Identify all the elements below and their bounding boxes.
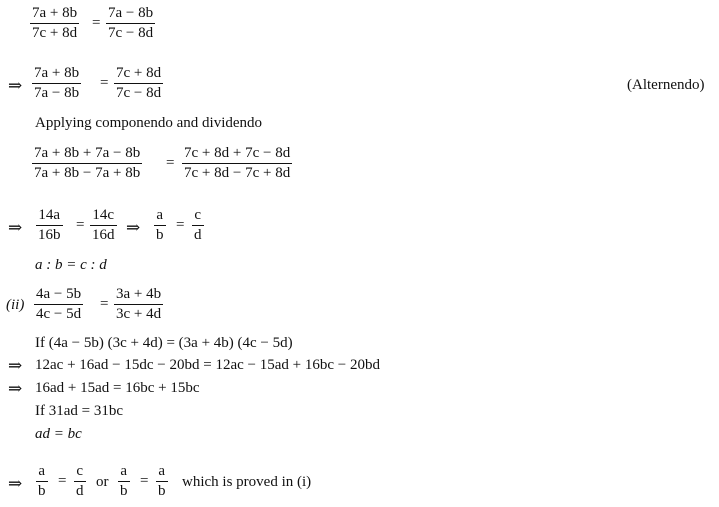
fraction-denominator: d — [76, 483, 84, 499]
step2-rhs-fraction — [114, 64, 163, 103]
implies-arrow: ⇒ — [8, 474, 23, 493]
fraction-denominator: b — [120, 483, 128, 499]
alternendo-note: (Alternendo) — [627, 77, 705, 93]
fraction-denominator: 16b — [38, 227, 61, 243]
fraction-numerator: 4a − 5b — [34, 285, 83, 305]
step4-lhs-fraction — [32, 144, 142, 183]
fraction-numerator: c — [192, 206, 204, 226]
fraction-denominator: 4c − 5d — [36, 306, 82, 322]
implies-arrow: ⇒ — [8, 379, 23, 398]
fraction-denominator: 7a − 8b — [34, 85, 80, 101]
step5-fraction-a-b — [154, 206, 166, 245]
fraction-denominator: 7c + 8d — [32, 25, 78, 41]
fraction-denominator: b — [38, 483, 46, 499]
final-fraction-a-b — [36, 462, 48, 501]
equals-sign: = — [100, 75, 109, 91]
fraction-numerator: a — [156, 462, 168, 482]
step5-fraction-14a-16b — [36, 206, 63, 245]
fraction-denominator: 7c − 8d — [116, 85, 162, 101]
fraction-denominator: b — [156, 227, 164, 243]
implies-arrow: ⇒ — [8, 356, 23, 375]
part-ii-label: (ii) — [6, 297, 25, 313]
fraction-denominator: b — [158, 483, 166, 499]
fraction-numerator: 3a + 4b — [114, 285, 163, 305]
part2-rhs-fraction — [114, 285, 163, 324]
fraction-numerator: 7a + 8b + 7a − 8b — [32, 144, 142, 164]
step2-lhs-fraction — [32, 64, 81, 103]
implies-arrow: ⇒ — [126, 218, 141, 237]
if-31ad-line: If 31ad = 31bc — [35, 403, 124, 419]
step5-fraction-14c-16d — [90, 206, 117, 245]
proved-statement: which is proved in (i) — [182, 474, 312, 490]
ad-equals-bc-line: ad = bc — [35, 426, 82, 442]
componendo-dividendo-text: Applying componendo and dividendo — [35, 115, 263, 131]
equals-sign: = — [166, 155, 175, 171]
part2-lhs-fraction — [34, 285, 83, 324]
step1-lhs-fraction — [30, 4, 79, 43]
or-word: or — [96, 474, 109, 490]
step4-rhs-fraction — [182, 144, 292, 183]
fraction-denominator: 16d — [92, 227, 115, 243]
equals-sign: = — [58, 473, 67, 489]
fraction-denominator: d — [194, 227, 202, 243]
fraction-numerator: c — [74, 462, 86, 482]
fraction-numerator: 7a + 8b — [30, 4, 79, 24]
final-fraction-a-b-2 — [118, 462, 130, 501]
fraction-denominator: 3c + 4d — [116, 306, 162, 322]
fraction-denominator: 7c − 8d — [108, 25, 154, 41]
fraction-numerator: 7a + 8b — [32, 64, 81, 84]
fraction-numerator: 14c — [90, 206, 117, 226]
equals-sign: = — [176, 217, 185, 233]
fraction-denominator: 7c + 8d − 7c + 8d — [184, 165, 291, 181]
equals-sign: = — [140, 473, 149, 489]
equals-sign: = — [76, 217, 85, 233]
fraction-numerator: 14a — [36, 206, 63, 226]
if-product-line: If (4a − 5b) (3c + 4d) = (3a + 4b) (4c − 5d) — [35, 335, 293, 351]
implies-arrow: ⇒ — [8, 218, 23, 237]
fraction-numerator: 7c + 8d + 7c − 8d — [182, 144, 292, 164]
step1-rhs-fraction — [106, 4, 155, 43]
implies-arrow: ⇒ — [8, 76, 23, 95]
final-fraction-a-b-3 — [156, 462, 168, 501]
step5-fraction-c-d — [192, 206, 204, 245]
fraction-numerator: a — [36, 462, 48, 482]
fraction-numerator: 7c + 8d — [114, 64, 163, 84]
final-fraction-c-d — [74, 462, 86, 501]
equals-sign: = — [100, 296, 109, 312]
fraction-denominator: 7a + 8b − 7a + 8b — [34, 165, 141, 181]
equals-sign: = — [92, 15, 101, 31]
collect-terms-line: 16ad + 15ad = 16bc + 15bc — [35, 380, 200, 396]
fraction-numerator: 7a − 8b — [106, 4, 155, 24]
ratio-statement: a : b = c : d — [35, 257, 107, 273]
fraction-numerator: a — [154, 206, 166, 226]
expansion-line: 12ac + 16ad − 15dc − 20bd = 12ac − 15ad + 16bc − 20bd — [35, 357, 380, 373]
fraction-numerator: a — [118, 462, 130, 482]
